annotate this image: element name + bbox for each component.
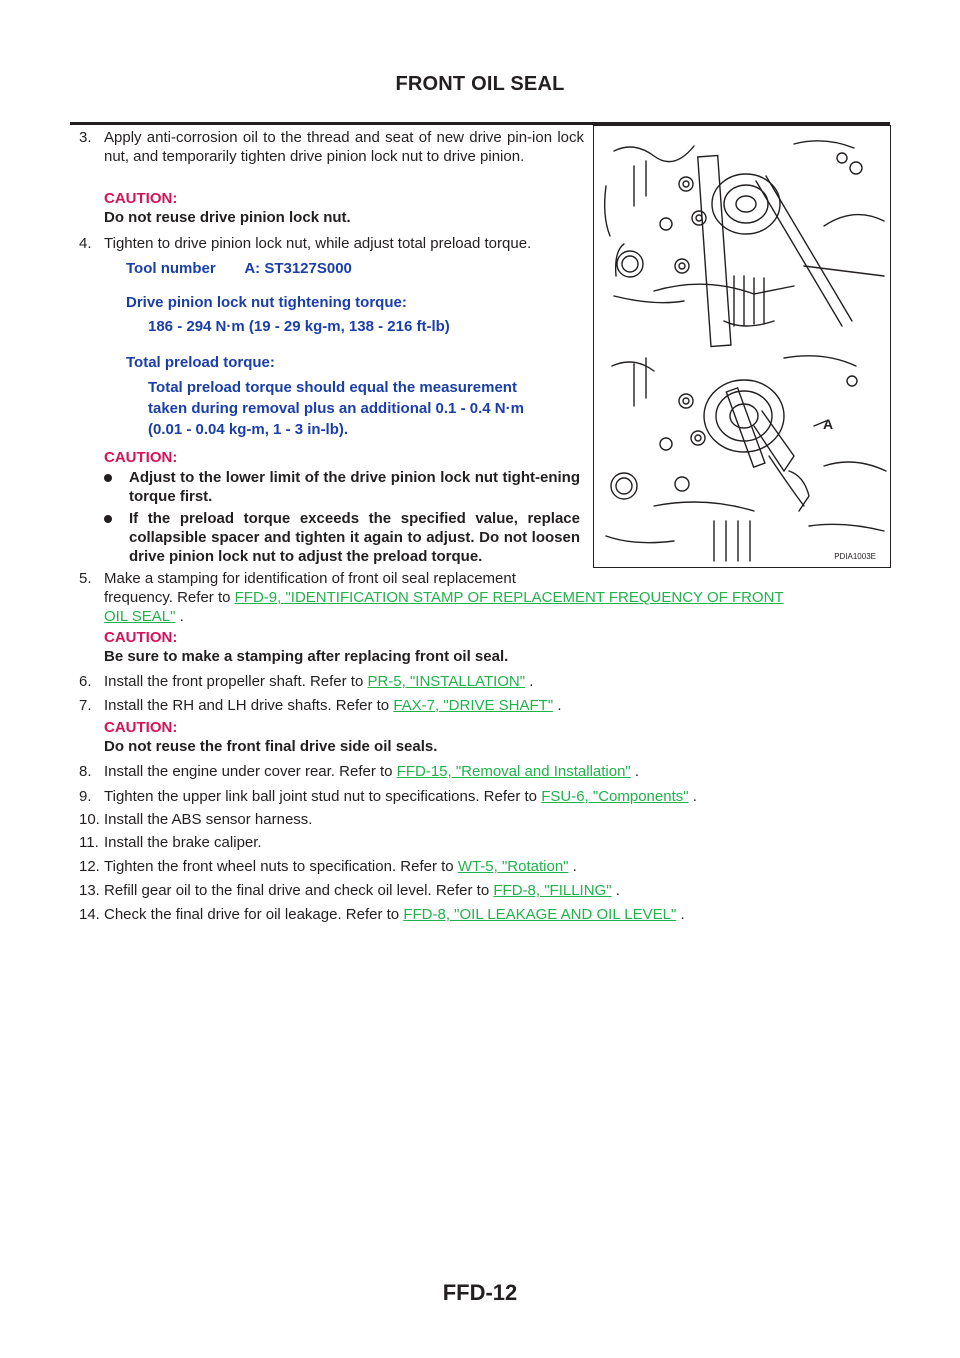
caution-label: CAUTION:: [104, 629, 178, 646]
step-text: Install the ABS sensor harness.: [104, 811, 313, 828]
caution-bullet-text: Adjust to the lower limit of the drive pinion lock nut tight-ening torque first.: [129, 469, 580, 505]
reference-link[interactable]: FFD-15, "Removal and Installation": [396, 763, 631, 780]
figure-label-a: A: [823, 416, 834, 432]
caution-bullet-text: If the preload torque exceeds the specified value, replace collapsible spacer and tighten it again to adjust. Do not loosen drive pinion lock nut to adjust the preload torque.: [129, 510, 580, 565]
bullet-dot: [104, 474, 112, 482]
step-number: 12.: [79, 858, 100, 875]
torque-label: Drive pinion lock nut tightening torque:: [126, 294, 407, 311]
step-number: 4.: [79, 235, 92, 252]
reference-link[interactable]: FSU-6, "Components": [541, 788, 689, 805]
step-number: 7.: [79, 697, 92, 714]
tool-number: Tool number A: ST3127S000: [126, 260, 352, 277]
caution-text: Do not reuse drive pinion lock nut.: [104, 209, 351, 226]
step-number: 9.: [79, 788, 92, 805]
caution-label: CAUTION:: [104, 719, 178, 736]
reference-link[interactable]: FFD-8, "OIL LEAKAGE AND OIL LEVEL": [403, 906, 677, 923]
step-text: Apply anti-corrosion oil to the thread and seat of new drive pin-ion lock nut, and temporarily tighten drive pinion lock nut to drive pinion.: [104, 129, 584, 165]
caution-bullet: [129, 509, 580, 566]
torque-value: 186 - 294 N·m (19 - 29 kg-m, 138 - 216 ft-lb): [148, 318, 450, 335]
step-9: 9. Tighten the upper link ball joint stud nut to specifications. Refer to FSU-6, "Components" .: [79, 788, 697, 805]
step-number: 3.: [79, 129, 92, 146]
preload-line-3: (0.01 - 0.04 kg-m, 1 - 3 in-lb).: [148, 421, 349, 438]
step-text: Install the brake caliper.: [104, 834, 262, 851]
step-text: frequency. Refer to: [104, 589, 235, 606]
page-title: FRONT OIL SEAL: [395, 73, 565, 95]
preload-line-2: taken during removal plus an additional 0.1 - 0.4 N·m: [148, 400, 524, 417]
step-8: 8. Install the engine under cover rear. Refer to FFD-15, "Removal and Installation" .: [79, 763, 640, 780]
preload-line-1: Total preload torque should equal the measurement: [148, 379, 517, 396]
step-6: 6. Install the front propeller shaft. Refer to PR-5, "INSTALLATION" .: [79, 673, 534, 690]
figure-code: PDIA1003E: [834, 552, 876, 561]
reference-link[interactable]: OIL SEAL": [104, 608, 176, 625]
bullet-dot: [104, 515, 112, 523]
step-number: 13.: [79, 882, 100, 899]
step-12: 12. Tighten the front wheel nuts to specification. Refer to WT-5, "Rotation" .: [79, 858, 577, 875]
step-5: 5. Make a stamping for identification of front oil seal replacement frequency. Refer to FFD-9, "IDENTIFICATION STAMP OF REPLACEMENT FREQUENCY OF FRONT OIL SEAL" .: [79, 570, 784, 625]
step-number: 5.: [79, 570, 92, 587]
step-3: [79, 128, 584, 188]
caution-label: CAUTION:: [104, 190, 178, 207]
caution-bullet: [129, 468, 580, 506]
reference-link[interactable]: WT-5, "Rotation": [457, 858, 569, 875]
step-text: Tighten to drive pinion lock nut, while adjust total preload torque.: [104, 235, 532, 252]
step-number: 8.: [79, 763, 92, 780]
caution-label: CAUTION:: [104, 449, 178, 466]
page-number: FFD-12: [442, 1280, 518, 1305]
preload-label: Total preload torque:: [126, 354, 275, 371]
step-7: 7. Install the RH and LH drive shafts. Refer to FAX-7, "DRIVE SHAFT" .: [79, 697, 562, 714]
step-10: [79, 810, 889, 830]
illustration-figure: [593, 125, 891, 568]
drive-pinion-illustration: [594, 126, 890, 567]
step-11: [79, 833, 889, 853]
step-text: Make a stamping for identification of front oil seal replacement: [104, 570, 516, 587]
step-13: 13. Refill gear oil to the final drive and check oil level. Refer to FFD-8, "FILLING" .: [79, 882, 620, 899]
caution-text: Be sure to make a stamping after replacing front oil seal.: [104, 648, 509, 665]
step-14: 14. Check the final drive for oil leakage. Refer to FFD-8, "OIL LEAKAGE AND OIL LEVEL" .: [79, 906, 685, 923]
reference-link[interactable]: FAX-7, "DRIVE SHAFT": [393, 697, 554, 714]
reference-link[interactable]: FFD-8, "FILLING": [493, 882, 612, 899]
caution-text: Do not reuse the front final drive side oil seals.: [104, 738, 438, 755]
reference-link[interactable]: FFD-9, "IDENTIFICATION STAMP OF REPLACEMENT FREQUENCY OF FRONT: [234, 589, 784, 606]
step-number: 11.: [79, 834, 99, 851]
step-number: 6.: [79, 673, 92, 690]
step-number: 10.: [79, 811, 100, 828]
step-number: 14.: [79, 906, 100, 923]
reference-link[interactable]: PR-5, "INSTALLATION": [367, 673, 526, 690]
step-4: [79, 234, 584, 254]
